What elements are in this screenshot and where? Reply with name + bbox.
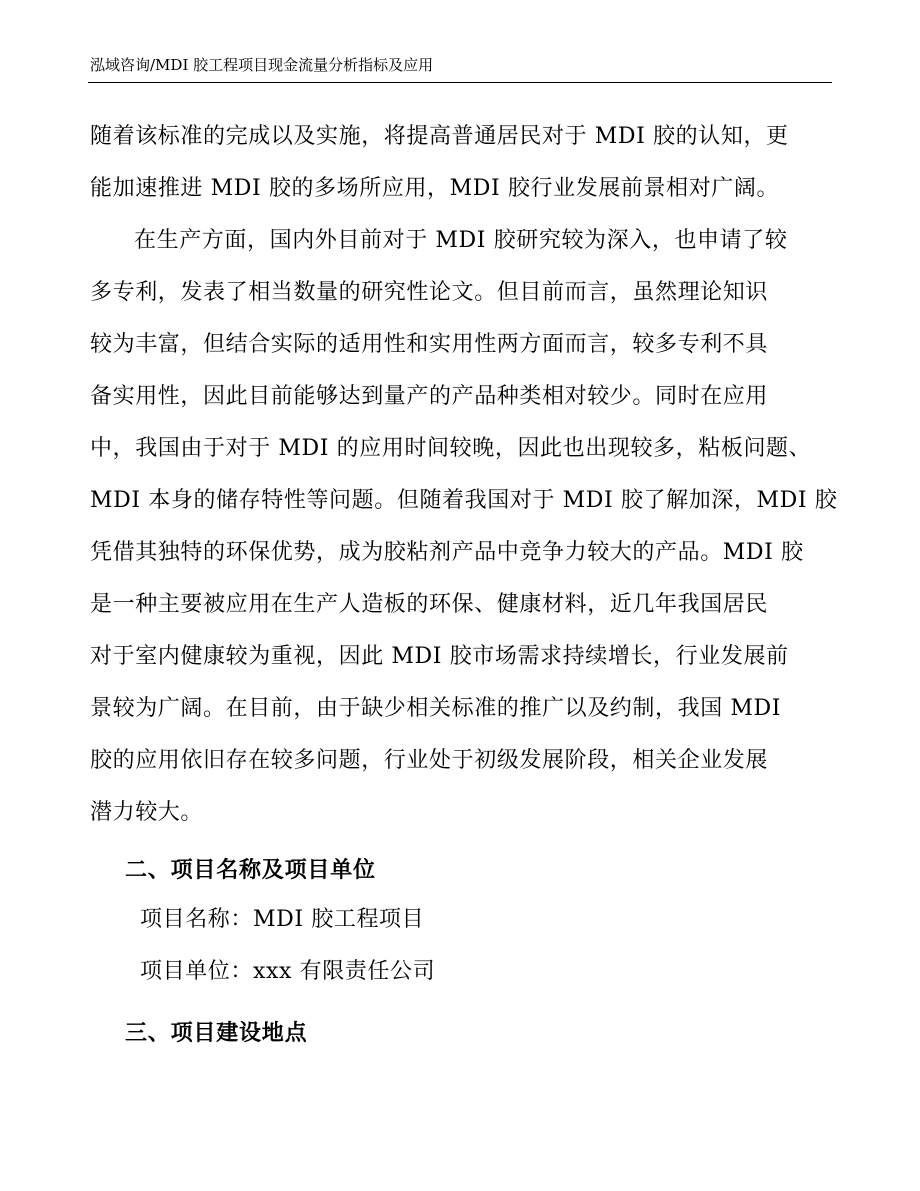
section-two-heading: 二、项目名称及项目单位 (125, 857, 376, 883)
section-three-heading: 三、项目建设地点 (125, 1020, 308, 1046)
paragraph-line: 能加速推进 MDI 胶的多场所应用，MDI 胶行业发展前景相对广阔。 (90, 176, 780, 201)
paragraph-line: 对于室内健康较为重视，因此 MDI 胶市场需求持续增长，行业发展前 (90, 644, 789, 669)
paragraph-line: 凭借其独特的环保优势，成为胶粘剂产品中竞争力较大的产品。MDI 胶 (90, 540, 804, 565)
paragraph-line: 随着该标准的完成以及实施，将提高普通居民对于 MDI 胶的认知，更 (90, 124, 789, 149)
project-name: 项目名称：MDI 胶工程项目 (140, 907, 425, 932)
paragraph-line: 多专利，发表了相当数量的研究性论文。但目前而言，虽然理论知识 (90, 280, 769, 305)
paragraph-line: 潜力较大。 (90, 800, 204, 825)
paragraph-line: 中，我国由于对于 MDI 的应用时间较晚，因此也出现较多，粘板问题、 (90, 436, 812, 461)
paragraph-line: 备实用性，因此目前能够达到量产的产品种类相对较少。同时在应用 (90, 384, 769, 409)
header-divider (88, 82, 832, 83)
page-header-title: 泓域咨询/MDI 胶工程项目现金流量分析指标及应用 (90, 56, 434, 74)
paragraph-line: 在生产方面，国内外目前对于 MDI 胶研究较为深入，也申请了较 (134, 228, 788, 253)
paragraph-line: 较为丰富，但结合实际的适用性和实用性两方面而言，较多专利不具 (90, 332, 769, 357)
project-unit: 项目单位：xxx 有限责任公司 (140, 959, 436, 984)
paragraph-line: 胶的应用依旧存在较多问题，行业处于初级发展阶段，相关企业发展 (90, 748, 769, 773)
paragraph-line: 景较为广阔。在目前，由于缺少相关标准的推广以及约制，我国 MDI (90, 696, 782, 721)
paragraph-line: MDI 本身的储存特性等问题。但随着我国对于 MDI 胶了解加深，MDI 胶 (90, 488, 838, 513)
paragraph-line: 是一种主要被应用在生产人造板的环保、健康材料，近几年我国居民 (90, 592, 769, 617)
